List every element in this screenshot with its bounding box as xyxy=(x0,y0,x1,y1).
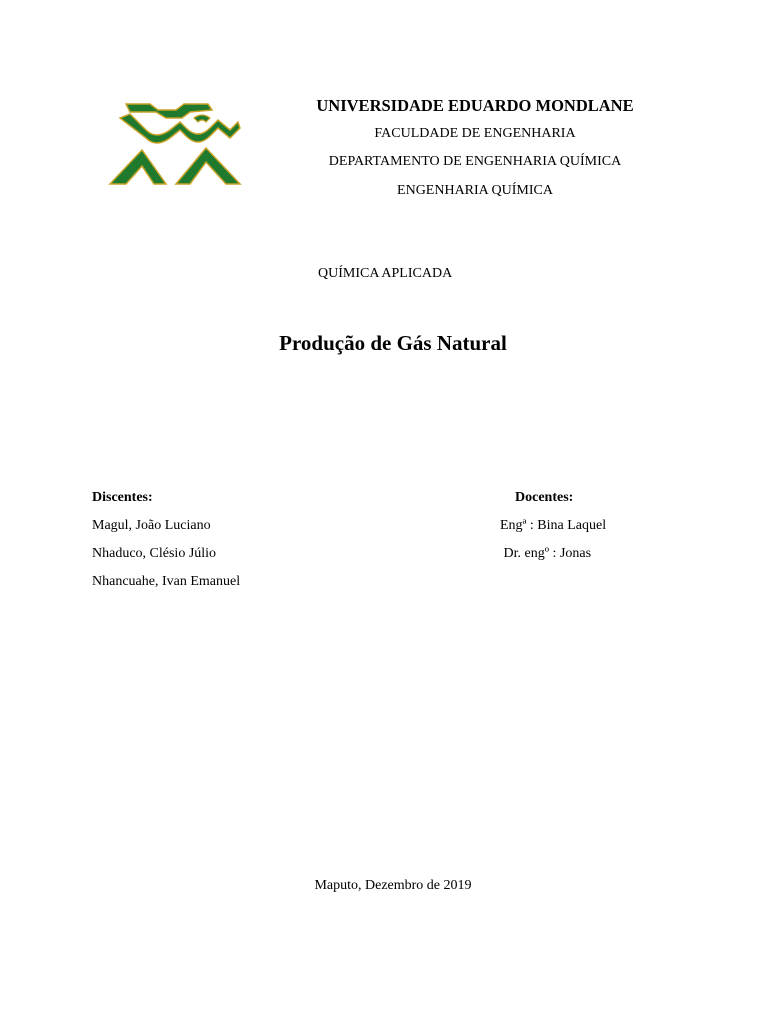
subject-name: QUÍMICA APLICADA xyxy=(318,266,453,281)
course-name: ENGENHARIA QUÍMICA xyxy=(397,183,553,198)
students-heading: Discentes: xyxy=(92,490,153,505)
teacher-name: Dr. engº : Jonas xyxy=(500,546,592,561)
student-name: Nhancuahe, Ivan Emanuel xyxy=(92,574,241,589)
place-and-date: Maputo, Dezembro de 2019 xyxy=(314,878,472,893)
university-emblem-icon xyxy=(106,100,242,188)
document-title: Produção de Gás Natural xyxy=(279,331,507,355)
student-name: Nhaduco, Clésio Júlio xyxy=(92,546,217,561)
students-section xyxy=(92,489,240,601)
faculty-name: FACULDADE DE ENGENHARIA xyxy=(374,126,576,141)
student-name: Magul, João Luciano xyxy=(92,518,211,533)
teachers-section xyxy=(500,489,606,573)
university-name: UNIVERSIDADE EDUARDO MONDLANE xyxy=(316,96,634,115)
teacher-name: Engª : Bina Laquel xyxy=(500,518,607,533)
department-name: DEPARTAMENTO DE ENGENHARIA QUÍMICA xyxy=(328,154,622,169)
teachers-heading: Docentes: xyxy=(515,490,574,505)
